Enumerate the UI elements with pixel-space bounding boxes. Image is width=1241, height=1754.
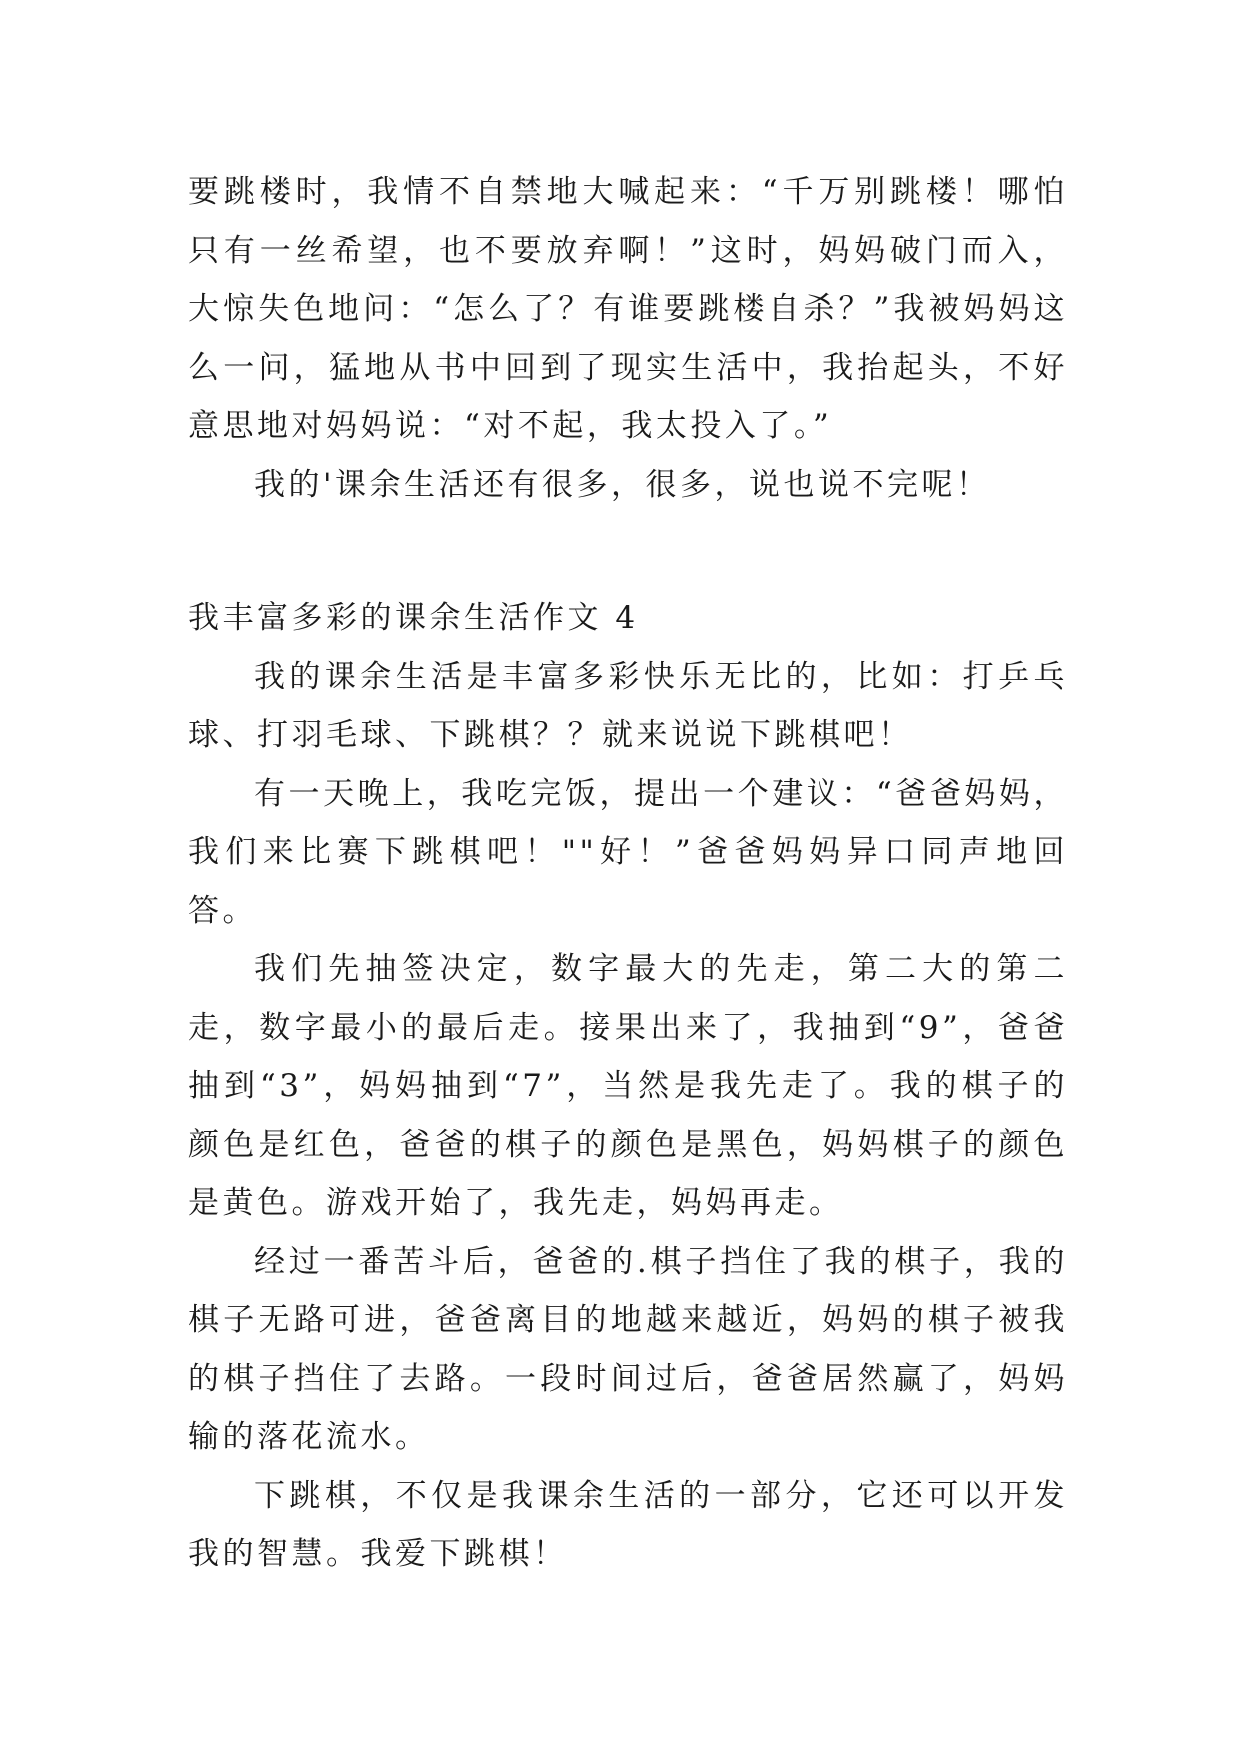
section-title: 我丰富多彩的课余生活作文 4	[188, 600, 639, 636]
closing-paragraph: 我的'课余生活还有很多，很多，说也说不完呢！	[254, 466, 991, 503]
body-paragraph-2: 有一天晚上，我吃完饭，提出一个建议：“爸爸妈妈，我们来比赛下跳棋吧！""好！”爸爸妈妈异口同声地回答。	[188, 775, 1068, 929]
continuation-paragraph: 要跳楼时，我情不自禁地大喊起来：“千万别跳楼！哪怕只有一丝希望，也不要放弃啊！”这时，妈妈破门而入，大惊失色地问：“怎么了？有谁要跳楼自杀？”我被妈妈这么一问，猛地从书中回到了现实生活中，我抬起头，不好意思地对妈妈说：“对不起，我太投入了。”	[188, 174, 1068, 444]
document-page	[188, 163, 1068, 1584]
body-paragraph-1: 我的课余生活是丰富多彩快乐无比的，比如：打乒乓球、打羽毛球、下跳棋？？就来说说下跳棋吧！	[188, 658, 1068, 753]
body-paragraph-5: 下跳棋，不仅是我课余生活的一部分，它还可以开发我的智慧。我爱下跳棋！	[188, 1477, 1068, 1572]
body-paragraph-4: 经过一番苦斗后，爸爸的.棋子挡住了我的棋子，我的棋子无路可进，爸爸离目的地越来越近，妈妈的棋子被我的棋子挡住了去路。一段时间过后，爸爸居然赢了，妈妈输的落花流水。	[188, 1243, 1068, 1455]
section-gap	[188, 514, 1068, 589]
body-paragraph-3: 我们先抽签决定，数字最大的先走，第二大的第二走，数字最小的最后走。接果出来了，我抽到“9”，爸爸抽到“3”，妈妈抽到“7”，当然是我先走了。我的棋子的颜色是红色，爸爸的棋子的颜色是黑色，妈妈棋子的颜色是黄色。游戏开始了，我先走，妈妈再走。	[188, 951, 1068, 1221]
